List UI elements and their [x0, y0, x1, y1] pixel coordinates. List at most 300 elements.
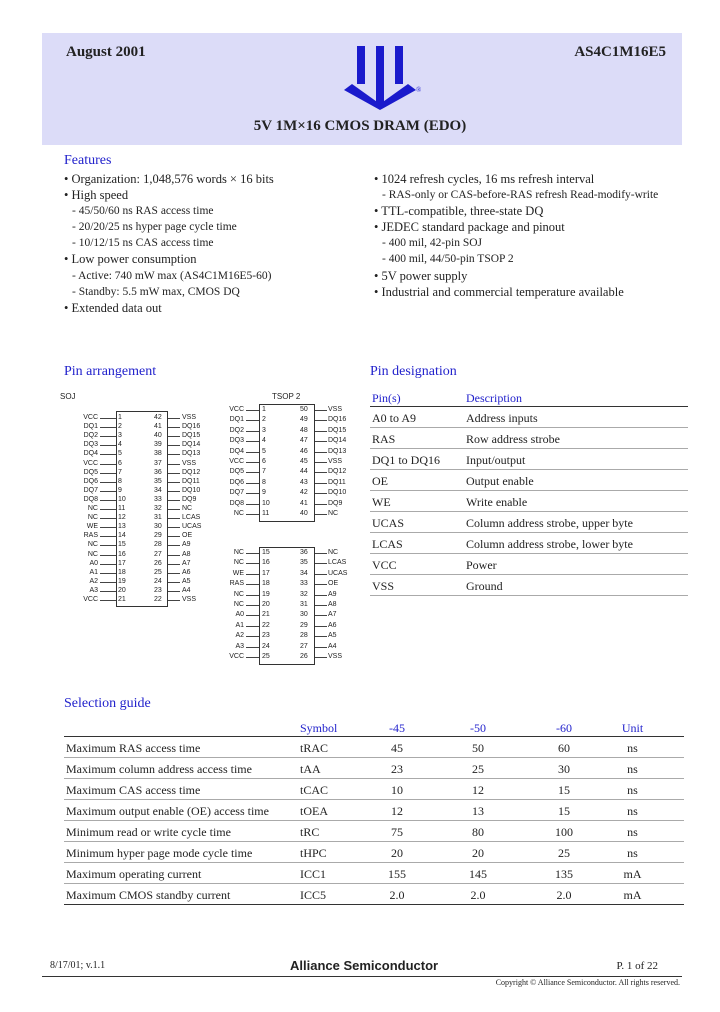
tsop-pin-num: 19 [262, 590, 270, 598]
tsop-pin-num: 49 [300, 416, 308, 424]
soj-pin-left: NC [87, 541, 98, 549]
soj-pin-num: 26 [154, 559, 162, 567]
feature-item: - 10/12/15 ns CAS access time [72, 237, 214, 250]
feature-item: • 5V power supply [374, 268, 468, 283]
unit: mA [623, 888, 642, 902]
parameter-name: Maximum RAS access time [66, 741, 201, 755]
soj-pin-lead [168, 582, 180, 583]
soj-pin-left: NC [87, 550, 98, 558]
tsop-pin-num: 9 [262, 489, 266, 497]
soj-pin-left: DQ6 [83, 477, 98, 485]
tsop-pin-num: 40 [300, 510, 308, 517]
value-45: 20 [391, 846, 403, 860]
tsop-pin-lead [246, 647, 259, 648]
features-right-list [374, 171, 658, 300]
value-60: 30 [558, 762, 570, 776]
soj-pin-right: OE [182, 532, 193, 540]
tsop-pin-lead [315, 462, 327, 463]
soj-pin-lead [168, 491, 180, 492]
tsop-pin-lead [246, 410, 259, 411]
tsop-pin-num: 36 [300, 549, 308, 556]
soj-pin-num: 34 [154, 486, 162, 494]
pin-description: Write enable [466, 495, 528, 509]
tsop-pin-lead [246, 553, 259, 554]
tsop-pin-left: VCC [229, 653, 244, 660]
tsop-pin-lead [315, 563, 327, 564]
soj-pin-right: DQ11 [182, 477, 200, 485]
pin-name: RAS [372, 432, 396, 446]
pin-name: DQ1 to DQ16 [372, 453, 440, 467]
soj-pin-left: A0 [89, 559, 98, 567]
soj-pin-lead [100, 491, 116, 492]
value-60: 15 [558, 783, 570, 797]
soj-pin-right: DQ16 [182, 423, 201, 431]
header-date: August 2001 [66, 44, 146, 60]
pin-col-header: Pin(s) [372, 391, 401, 405]
soj-pin-num: 28 [154, 541, 162, 549]
soj-pin-left: DQ1 [83, 423, 98, 431]
value-50: 80 [472, 825, 484, 839]
pin-name: VCC [372, 558, 397, 572]
selection-table-row [64, 758, 684, 779]
unit: ns [627, 762, 638, 776]
pin-table-header [370, 387, 688, 407]
tsop-pin-lead [315, 605, 327, 606]
tsop-pin-right: NC [328, 549, 339, 556]
soj-pin-num: 3 [118, 432, 122, 440]
feature-item: - Active: 740 mW max (AS4C1M16E5-60) [72, 269, 272, 282]
tsop-pin-right: A5 [328, 632, 337, 640]
soj-pin-right: VSS [182, 596, 197, 603]
soj-pin-left: DQ3 [83, 441, 98, 449]
soj-pin-lead [168, 573, 180, 574]
soj-pin-num: 31 [154, 514, 162, 522]
soj-pin-lead [168, 500, 180, 501]
soj-pin-num: 41 [154, 423, 162, 431]
pin-description: Column address strobe, lower byte [466, 537, 633, 551]
soj-pin-num: 18 [118, 568, 126, 576]
soj-pin-num: 24 [154, 577, 162, 585]
tsop-pin-lead [315, 472, 327, 473]
features-left-list [64, 171, 274, 316]
tsop-pin-lead [315, 504, 327, 505]
soj-pin-num: 39 [154, 441, 162, 449]
soj-pin-lead [168, 464, 180, 465]
tsop-pin-lead [315, 584, 327, 585]
unit: ns [627, 804, 638, 818]
tsop-pin-num: 22 [262, 621, 270, 629]
parameter-name: Maximum CAS access time [66, 783, 201, 797]
soj-pin-lead [168, 482, 180, 483]
soj-pin-lead [100, 482, 116, 483]
tsop-pin-left: DQ3 [229, 437, 244, 445]
soj-pin-num: 32 [154, 505, 162, 512]
soj-pin-left: A2 [89, 577, 98, 585]
soj-pin-lead [100, 445, 116, 446]
soj-pin-num: 27 [154, 550, 162, 558]
soj-pin-right: LCAS [182, 514, 201, 522]
soj-pin-left: VCC [83, 596, 98, 603]
tsop-pin-lead [246, 431, 259, 432]
tsop-pin-num: 34 [300, 569, 308, 577]
soj-pin-num: 17 [118, 559, 126, 567]
tsop-pin-left: WE [232, 569, 244, 577]
feature-item: - 400 mil, 44/50-pin TSOP 2 [382, 253, 514, 266]
tsop-pin-left: VCC [229, 406, 244, 413]
unit: ns [627, 846, 638, 860]
selection-table-row [64, 779, 684, 800]
value-60: 15 [558, 804, 570, 818]
value-60: 135 [555, 867, 573, 881]
pin-description: Column address strobe, upper byte [466, 516, 633, 530]
selection-table-header [64, 717, 684, 737]
tsop-pin-right: VSS [328, 458, 343, 465]
soj-pin-lead [100, 564, 116, 565]
unit-col-header: Unit [621, 721, 644, 735]
soj-pin-right: A7 [182, 559, 191, 567]
soj-pin-num: 23 [154, 586, 162, 594]
selection-guide-heading: Selection guide [64, 696, 151, 711]
soj-pin-lead [100, 436, 116, 437]
soj-pin-lead [100, 591, 116, 592]
soj-pin-lead [100, 464, 116, 465]
tsop-pin-lead [315, 452, 327, 453]
tsop-label: TSOP 2 [272, 392, 301, 401]
pin-arrangement-heading: Pin arrangement [64, 364, 157, 379]
footer-copyright: Copyright © Alliance Semiconductor. All rights reserved. [495, 978, 680, 987]
tsop-pin-left: DQ8 [229, 499, 244, 507]
parameter-symbol: tRC [300, 825, 320, 839]
soj-pin-num: 4 [118, 441, 122, 449]
soj-pin-num: 7 [118, 468, 122, 476]
soj-pin-num: 19 [118, 577, 126, 585]
tsop-pin-lead [246, 441, 259, 442]
tsop-pin-lead [246, 483, 259, 484]
pin-table-row [370, 470, 688, 491]
tsop-pin-right: DQ12 [328, 468, 347, 476]
soj-pin-num: 5 [118, 450, 122, 458]
tsop-pin-lead [246, 595, 259, 596]
soj-pin-right: VSS [182, 414, 197, 421]
tsop-pin-lead [315, 441, 327, 442]
soj-pin-lead [168, 545, 180, 546]
soj-pin-lead [168, 564, 180, 565]
soj-pin-lead [100, 418, 116, 419]
value-45: 45 [391, 741, 403, 755]
soj-pin-num: 1 [118, 414, 122, 421]
tsop-pin-right: DQ11 [328, 478, 346, 486]
soj-pin-lead [100, 427, 116, 428]
soj-pin-num: 35 [154, 477, 162, 485]
tsop-pin-num: 44 [300, 468, 308, 476]
tsop-pin-lead [246, 420, 259, 421]
soj-pin-right: UCAS [182, 523, 202, 531]
tsop-pin-lead [315, 615, 327, 616]
feature-item: • High speed [64, 188, 129, 203]
soj-label: SOJ [60, 392, 76, 401]
soj-pin-lead [168, 454, 180, 455]
tsop-pin-left: DQ2 [229, 426, 244, 434]
feature-item: • Extended data out [64, 300, 162, 315]
tsop-pin-left: NC [233, 559, 244, 567]
tsop-pin-num: 21 [262, 611, 270, 619]
parameter-symbol: tRAC [300, 741, 329, 755]
tsop-pin-right: A6 [328, 621, 337, 629]
parameter-symbol: tHPC [300, 846, 327, 860]
tsop-pin-left: DQ4 [229, 447, 244, 455]
tsop-pin-lead [315, 431, 327, 432]
soj-pin-lead [100, 509, 116, 510]
tsop-pin-num: 3 [262, 426, 266, 434]
unit: ns [627, 783, 638, 797]
document-title: 5V 1M×16 CMOS DRAM (EDO) [253, 118, 467, 134]
soj-pin-right: A4 [182, 586, 191, 594]
soj-pin-left: DQ2 [83, 432, 98, 440]
tsop-pin-left: VCC [229, 458, 244, 465]
soj-pin-num: 6 [118, 459, 122, 467]
soj-pin-left: DQ4 [83, 450, 98, 458]
tsop-pin-num: 23 [262, 632, 270, 640]
desc-col-header: Description [466, 391, 522, 405]
tsop-pin-left: RAS [229, 580, 244, 588]
tsop-pin-lead [315, 595, 327, 596]
soj-pin-right: A6 [182, 568, 191, 576]
tsop-pin-left: DQ6 [229, 478, 244, 486]
selection-table-row [64, 737, 684, 758]
soj-pin-num: 8 [118, 477, 122, 485]
feature-item: - RAS-only or CAS-before-RAS refresh Read-modify-write [382, 189, 659, 202]
footer-page-number: P. 1 of 22 [616, 960, 658, 972]
pin-description: Output enable [466, 474, 534, 488]
soj-pin-lead [168, 555, 180, 556]
tsop-pin-num: 26 [300, 653, 308, 660]
tsop-pin-right: VSS [328, 406, 343, 413]
selection-table-row [64, 821, 684, 842]
tsop-pin-left: NC [233, 601, 244, 608]
soj-pin-left: VCC [83, 414, 98, 421]
tsop-pin-num: 1 [262, 406, 266, 413]
soj-pin-right: NC [182, 505, 193, 512]
soj-pin-left: RAS [83, 532, 98, 540]
value-60: 60 [558, 741, 570, 755]
soj-pin-right: DQ14 [182, 441, 201, 449]
tsop-pin-num: 47 [300, 437, 308, 445]
tsop-pin-num: 5 [262, 447, 266, 455]
pin-description: Input/output [466, 453, 526, 467]
parameter-name: Maximum output enable (OE) access time [66, 804, 269, 818]
tsop-pin-lead [246, 504, 259, 505]
tsop-pin-left: DQ5 [229, 468, 244, 476]
soj-pin-num: 15 [118, 541, 126, 549]
soj-pin-left: DQ7 [83, 486, 98, 494]
tsop-pin-lead [246, 493, 259, 494]
tsop-pin-num: 8 [262, 478, 266, 486]
unit: mA [623, 867, 642, 881]
soj-pin-num: 14 [118, 532, 126, 540]
value-50: 20 [472, 846, 484, 860]
tsop-pin-right: UCAS [328, 569, 348, 577]
selection-table-row [64, 863, 684, 884]
tsop-pin-right: VSS [328, 653, 343, 660]
parameter-name: Minimum read or write cycle time [66, 825, 231, 839]
soj-pin-left: DQ5 [83, 468, 98, 476]
pin-table-row [370, 512, 688, 533]
unit: ns [627, 741, 638, 755]
parameter-symbol: tOEA [300, 804, 328, 818]
parameter-name: Minimum hyper page mode cycle time [66, 846, 253, 860]
tsop-pin-lead [246, 615, 259, 616]
tsop-pin-num: 46 [300, 447, 308, 455]
tsop-pin-num: 18 [262, 580, 270, 588]
tsop-pin-num: 27 [300, 642, 308, 650]
soj-pin-num: 10 [118, 495, 126, 503]
soj-pin-left: NC [87, 505, 98, 512]
tsop-pin-num: 41 [300, 499, 308, 507]
value-50: 50 [472, 741, 484, 755]
soj-pin-lead [168, 591, 180, 592]
soj-pin-num: 21 [118, 596, 126, 603]
pin-designation-heading: Pin designation [370, 364, 457, 379]
speed50-col-header: -50 [470, 721, 486, 735]
feature-item: - Standby: 5.5 mW max, CMOS DQ [72, 285, 240, 298]
soj-pin-num: 38 [154, 450, 162, 458]
feature-item: - 400 mil, 42-pin SOJ [382, 237, 482, 250]
selection-table-row [64, 842, 684, 863]
tsop-pin-num: 50 [300, 406, 308, 413]
footer-version: 8/17/01; v.1.1 [50, 960, 106, 971]
tsop-pin-lead [246, 563, 259, 564]
soj-pin-num: 11 [118, 505, 126, 512]
value-60: 2.0 [556, 888, 572, 902]
soj-pin-num: 9 [118, 486, 122, 494]
tsop-pin-right: DQ15 [328, 426, 347, 434]
pin-table-row [370, 449, 688, 470]
soj-pin-num: 16 [118, 550, 126, 558]
unit: ns [627, 825, 638, 839]
soj-pin-lead [168, 527, 180, 528]
speed45-col-header: -45 [389, 721, 405, 735]
soj-pin-num: 30 [154, 523, 162, 531]
alliance-logo-icon [340, 44, 420, 110]
tsop-pin-num: 33 [300, 580, 308, 588]
tsop-pin-lead [246, 462, 259, 463]
soj-pin-num: 36 [154, 468, 162, 476]
tsop-pin-lead [246, 514, 259, 515]
soj-pin-left: VCC [83, 459, 98, 467]
value-50: 13 [472, 804, 484, 818]
soj-pin-num: 37 [154, 459, 162, 467]
soj-pin-right: DQ10 [182, 486, 201, 494]
soj-pin-num: 33 [154, 495, 162, 503]
tsop-pin-lead [246, 636, 259, 637]
soj-pin-num: 22 [154, 596, 162, 603]
tsop-pin-num: 17 [262, 569, 270, 577]
tsop-pin-lead [315, 574, 327, 575]
soj-pin-lead [100, 518, 116, 519]
value-45: 12 [391, 804, 403, 818]
value-50: 25 [472, 762, 484, 776]
pin-name: UCAS [372, 516, 405, 530]
tsop-pin-left: A0 [235, 611, 244, 619]
soj-pin-lead [100, 545, 116, 546]
tsop-pin-left: A3 [235, 642, 244, 650]
tsop-pin-right: DQ14 [328, 437, 347, 445]
soj-pin-left: NC [87, 514, 98, 522]
tsop-pin-num: 2 [262, 416, 266, 424]
soj-pin-right: A9 [182, 541, 191, 549]
speed60-col-header: -60 [556, 721, 572, 735]
tsop-pin-lead [315, 553, 327, 554]
tsop-pin-lead [315, 420, 327, 421]
soj-pin-right: DQ13 [182, 450, 201, 458]
tsop-pin-num: 35 [300, 559, 308, 567]
soj-pin-num: 12 [118, 514, 126, 522]
tsop-pin-num: 31 [300, 601, 308, 608]
soj-pin-num: 42 [154, 414, 162, 421]
value-45: 10 [391, 783, 403, 797]
soj-pin-lead [168, 600, 180, 601]
feature-item: - 45/50/60 ns RAS access time [72, 205, 214, 218]
feature-item: • JEDEC standard package and pinout [374, 220, 565, 235]
soj-pin-left: A1 [89, 568, 98, 576]
value-45: 2.0 [389, 888, 405, 902]
tsop-pin-lead [315, 636, 327, 637]
tsop-pin-right: A4 [328, 642, 337, 650]
soj-pin-num: 29 [154, 532, 162, 540]
tsop-pin-right: NC [328, 510, 339, 517]
soj-pin-num: 20 [118, 586, 126, 594]
soj-pin-right: A5 [182, 577, 191, 585]
footer-divider [42, 976, 682, 977]
pin-table-row [370, 575, 688, 596]
soj-pin-lead [100, 454, 116, 455]
tsop-pin-num: 6 [262, 458, 266, 465]
soj-pin-left: DQ8 [83, 495, 98, 503]
pin-name: LCAS [372, 537, 403, 551]
pin-name: WE [372, 495, 391, 509]
soj-pin-lead [168, 518, 180, 519]
tsop-pin-lead [315, 647, 327, 648]
soj-pin-lead [168, 418, 180, 419]
tsop-pin-num: 30 [300, 611, 308, 619]
pin-name: OE [372, 474, 388, 488]
tsop-pin-right: A7 [328, 611, 337, 619]
value-60: 100 [555, 825, 573, 839]
tsop-pin-lead [246, 452, 259, 453]
pin-table-row [370, 491, 688, 512]
tsop-pin-left: A1 [235, 621, 244, 629]
parameter-name: Maximum column address access time [66, 762, 252, 776]
tsop-pin-num: 11 [262, 510, 270, 517]
pin-description: Power [466, 558, 497, 572]
pin-name: A0 to A9 [372, 411, 417, 425]
soj-pin-lead [100, 555, 116, 556]
tsop-pin-lead [246, 472, 259, 473]
pin-table-row [370, 554, 688, 575]
footer-company: Alliance Semiconductor [290, 958, 439, 973]
soj-pin-num: 25 [154, 568, 162, 576]
feature-item: • Low power consumption [64, 252, 197, 267]
tsop-pin-lead [315, 626, 327, 627]
tsop-pin-left: NC [233, 549, 244, 556]
value-45: 155 [388, 867, 406, 881]
tsop-pin-right: DQ16 [328, 416, 347, 424]
tsop-pin-right: DQ10 [328, 489, 347, 497]
feature-item: • 1024 refresh cycles, 16 ms refresh interval [374, 172, 595, 186]
symbol-col-header: Symbol [300, 721, 338, 735]
soj-pin-lead [100, 600, 116, 601]
pin-description: Ground [466, 579, 503, 593]
